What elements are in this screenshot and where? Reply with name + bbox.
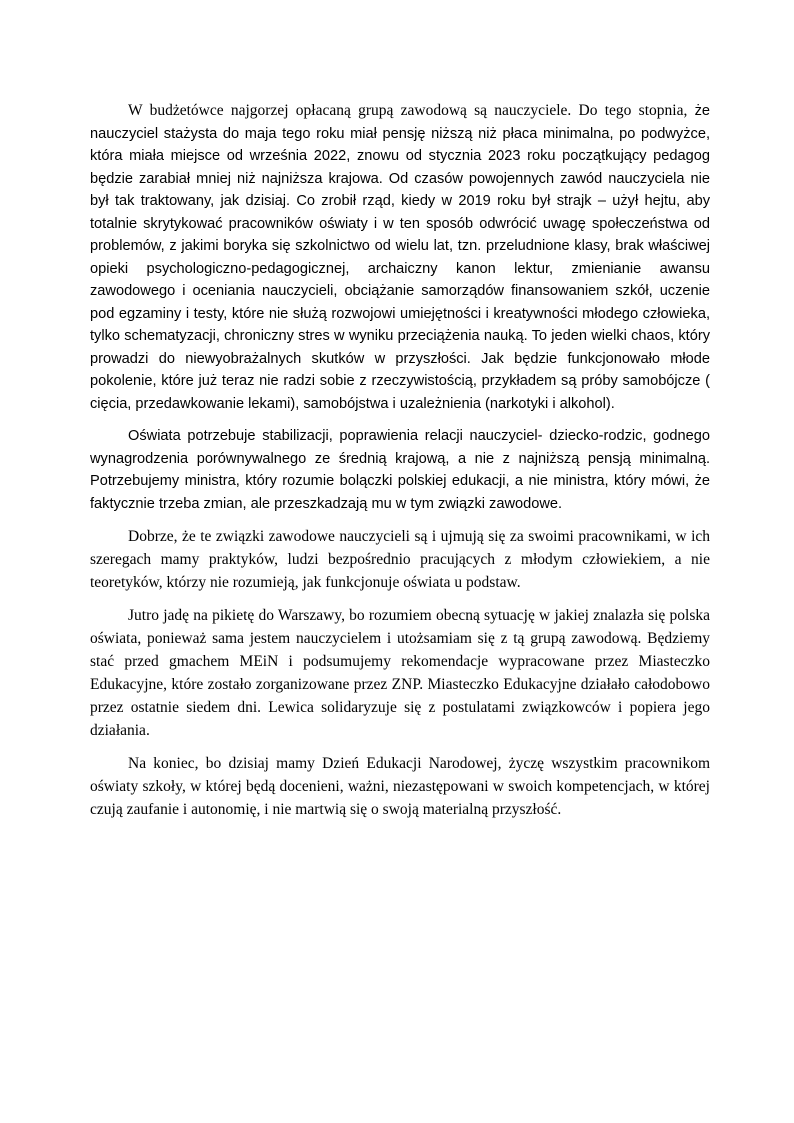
paragraph-1-lead-sentence: W budżetówce najgorzej opłacaną grupą zawodową są nauczyciele. Do tego stopnia,	[128, 102, 695, 119]
paragraph-2: Oświata potrzebuje stabilizacji, poprawienia relacji nauczyciel- dziecko-rodzic, godnego wynagrodzenia porównywalnego ze średnią krajową, a nie z najniższą pensją minimalną. Potrzebujemy ministra, który rozumie bolączki polskiej edukacji, a nie ministra, który mówi, że faktycznie trzeba zmian, ale przeszkadzają mu w tym związki zawodowe.	[90, 428, 710, 512]
paragraph-1	[90, 100, 710, 415]
paragraph-5: Na koniec, bo dzisiaj mamy Dzień Edukacji Narodowej, życzę wszystkim pracownikom oświaty szkoły, w której będą docenieni, ważni, niezastępowani w swoich kompetencjach, w której czują zaufanie i autonomię, i nie martwią się o swoją materialną przyszłość.	[90, 755, 710, 818]
paragraph-4: Jutro jadę na pikietę do Warszawy, bo rozumiem obecną sytuację w jakiej znalazła się polska oświata, ponieważ sama jestem nauczycielem i utożsamiam się z tą grupą zawodową. Będziemy stać przed gmachem MEiN i podsumujemy rekomendacje wypracowane przez Miasteczko Edukacyjne, które zostało zorganizowane przez ZNP. Miasteczko Edukacyjne działało całodobowo przez ostatnie siedem dni. Lewica solidaryzuje się z postulatami związkowców i popiera jego działania.	[90, 607, 710, 739]
paragraph-1-body: że nauczyciel stażysta do maja tego roku miał pensję niższą niż płaca minimalna, po podwyżce, która miała miejsce od września 2022, znowu od stycznia 2023 roku początkujący pedagog będzie zarabiał mniej niż najniższa krajowa. Od czasów powojennych zawód nauczyciela nie był tak traktowany, jak dzisiaj. Co zrobił rząd, kiedy w 2019 roku był strajk – użył hejtu, aby totalnie skrytykować pracowników oświaty i w ten sposób odwrócić uwagę społeczeństwa od problemów, z jakimi boryka się szkolnictwo od wielu lat, tzn. przeludnione klasy, brak właściwej opieki psychologiczno-pedagogicznej, archaiczny kanon lektur, zmienianie awansu zawodowego i oceniania nauczycieli, obciążanie samorządów finansowaniem szkół, uczenie pod egzaminy i testy, które nie służą rozwojowi umiejętności i kreatywności młodego człowieka, tylko schematyzacji, chroniczny stres w wyniku przeciążenia nauką. To jeden wielki chaos, który prowadzi do niewyobrażalnych skutków w przyszłości. Jak będzie funkcjonowało młode pokolenie, które już teraz nie radzi sobie z rzeczywistością, przykładem są próby samobójcze ( cięcia, przedawkowanie lekami), samobójstwa i uzależnienia (narkotyki i alkohol).	[90, 103, 710, 412]
paragraph-3: Dobrze, że te związki zawodowe nauczycieli są i ujmują się za swoimi pracownikami, w ich szeregach mamy praktyków, ludzi bezpośrednio pracujących z młodym człowiekiem, a nie teoretyków, którzy nie rozumieją, jak funkcjonuje oświata u podstaw.	[90, 528, 710, 591]
